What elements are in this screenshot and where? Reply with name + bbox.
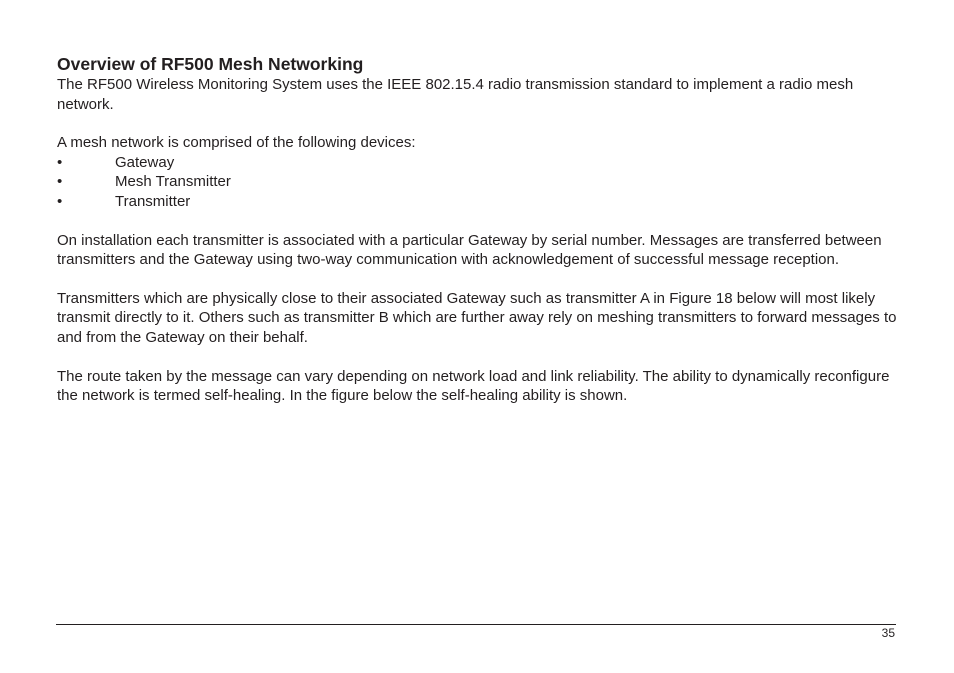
bullet-icon: • [57, 153, 63, 171]
device-mesh-transmitter: Mesh Transmitter [115, 173, 231, 191]
device-transmitter: Transmitter [115, 192, 191, 210]
list-item [57, 192, 897, 212]
page-number: 35 [881, 626, 895, 640]
bullet-icon: • [57, 173, 63, 191]
devices-lead-paragraph: A mesh network is comprised of the following devices: [57, 134, 416, 152]
list-item [57, 153, 897, 173]
section-heading: Overview of RF500 Mesh Networking [57, 54, 364, 74]
transmitters-paragraph: Transmitters which are physically close to their associated Gateway such as transmitter A in Figure 18 below will most likely transmit directly to it. Others such as transmitter B which are further away rely on meshing transmitters to forward messages to and from the Gateway on their behalf. [57, 289, 897, 346]
footer-divider [56, 624, 896, 625]
device-list [57, 153, 897, 212]
paragraph-gap [57, 348, 897, 367]
list-item [57, 172, 897, 192]
device-gateway: Gateway [115, 153, 175, 171]
paragraph-gap [57, 212, 897, 231]
intro-paragraph: The RF500 Wireless Monitoring System uses the IEEE 802.15.4 radio transmission standard to implement a radio mesh network. [57, 76, 854, 113]
page-content [57, 54, 897, 406]
paragraph-gap [57, 114, 897, 133]
installation-paragraph: On installation each transmitter is associated with a particular Gateway by serial number. Messages are transferred between transmitters and the Gateway using two-way communication with acknowledgement of successful message reception. [57, 231, 882, 269]
route-paragraph: The route taken by the message can vary depending on network load and link reliability. The ability to dynamically reconfigure the network is termed self-healing. In the figure below the self-healing ability is shown. [57, 367, 890, 405]
bullet-icon: • [57, 192, 63, 210]
paragraph-gap [57, 270, 897, 289]
